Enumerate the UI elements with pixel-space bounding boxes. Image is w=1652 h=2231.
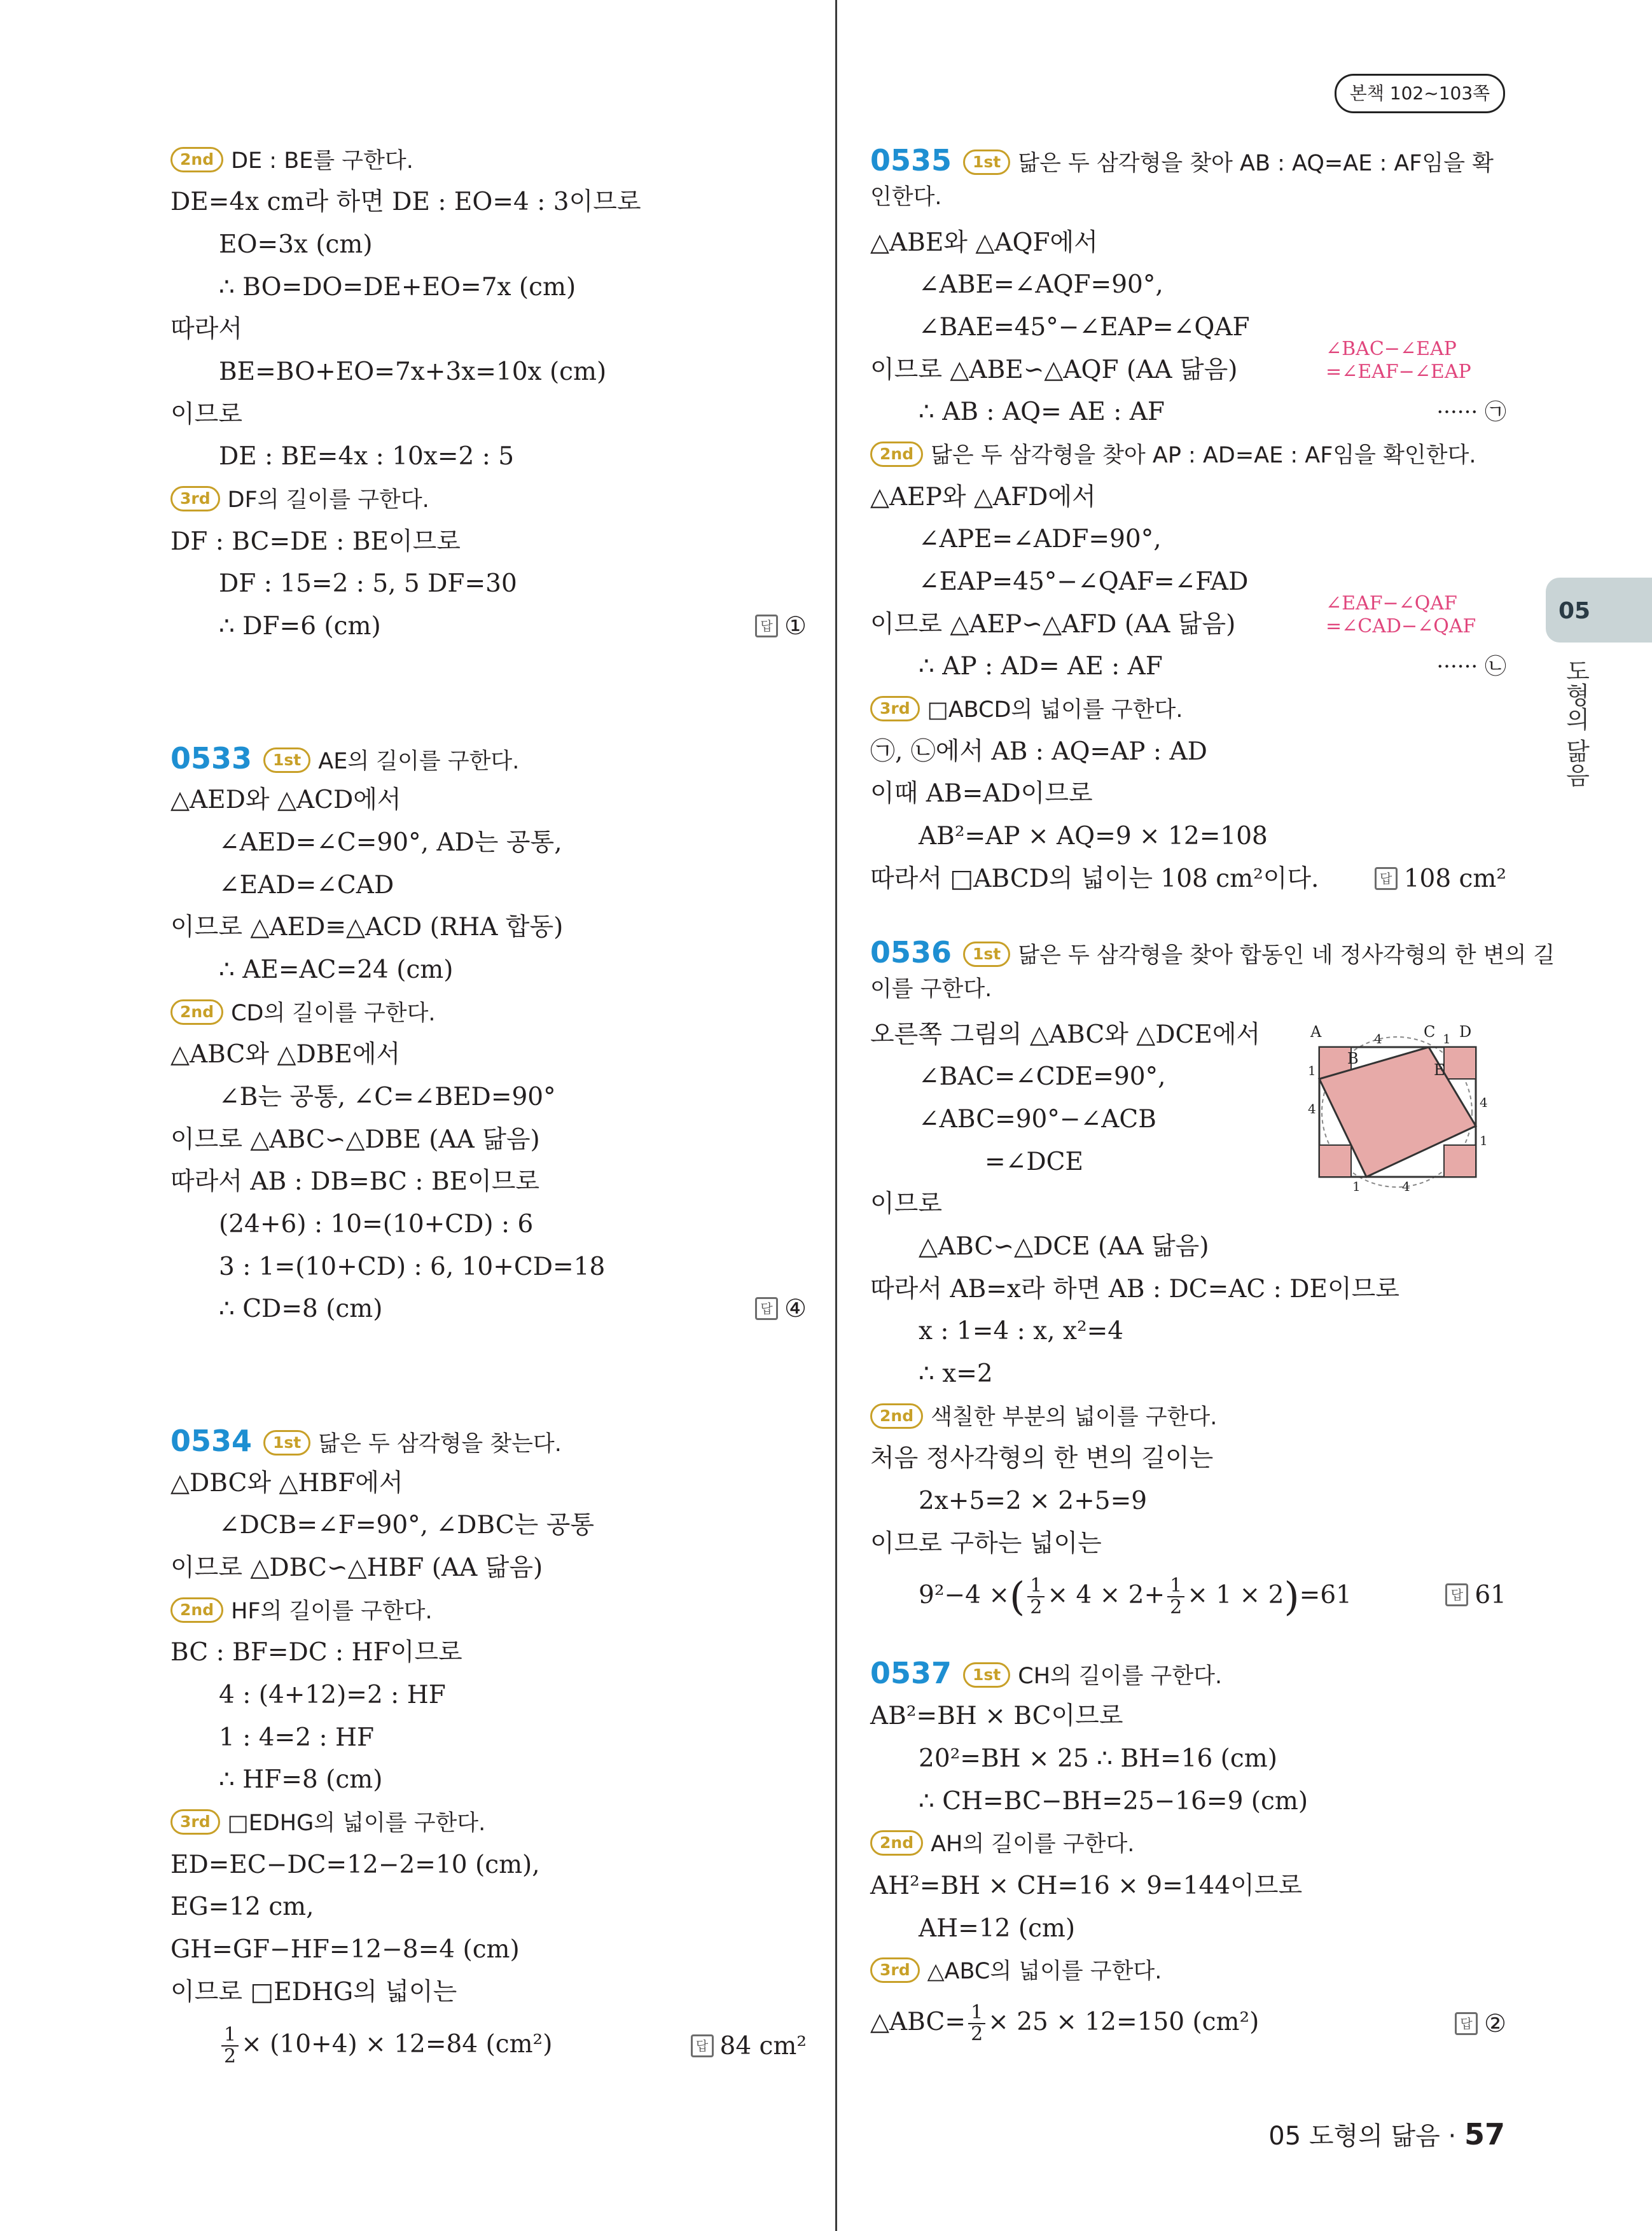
step-badge: 1st — [263, 1430, 310, 1456]
solution-line: ∠ABE=∠AQF=90°, — [919, 270, 1163, 299]
solution-line: AH=12 (cm) — [919, 1914, 1076, 1943]
step-line: 2nd AH의 길이를 구한다. — [870, 1828, 1134, 1859]
answer: 답 108 cm² — [1375, 864, 1506, 894]
solution-line: ㉠, ㉡에서 AB : AQ=AP : AD — [870, 737, 1207, 766]
solution-line: 9²−4 ×( $\frac{1}{2}$ × 4 × 2+ $\frac{1}{2}$ × 1 × 2)=61 — [919, 1573, 1352, 1620]
margin-note: ∠EAF−∠QAF =∠CAD−∠QAF — [1326, 592, 1476, 637]
solution-line: 따라서 □ABCD의 넓이는 108 cm²이다. — [870, 865, 1319, 893]
label-A: A — [1310, 1023, 1322, 1041]
fraction: $\frac{1}{2}$ — [1027, 1576, 1045, 1618]
svg-text:1: 1 — [1308, 1063, 1316, 1078]
solution-line: ∠APE=∠ADF=90°, — [919, 525, 1162, 553]
solution-line: 이를 구한다. — [870, 976, 992, 1002]
step-line: 2nd HF의 길이를 구한다. — [170, 1595, 433, 1627]
problem-number: 0537 — [870, 1656, 952, 1690]
solution-line: 이므로 △DBC∽△HBF (AA 닮음) — [170, 1553, 543, 1582]
solution-line: GH=GF−HF=12−8=4 (cm) — [170, 1935, 520, 1964]
solution-line: EG=12 cm, — [170, 1893, 314, 1921]
problem-header: 0537 1st CH의 길이를 구한다. — [870, 1656, 1223, 1690]
solution-line: 이므로 □EDHG의 넓이는 — [170, 1978, 457, 2006]
solution-line: △DBC와 △HBF에서 — [170, 1469, 403, 1498]
solution-line: AB²=AP × AQ=9 × 12=108 — [919, 822, 1268, 851]
svg-text:1: 1 — [1480, 1133, 1488, 1148]
answer-icon: 답 — [755, 1297, 778, 1320]
solution-line: 1 : 4=2 : HF — [219, 1723, 375, 1752]
svg-text:4: 4 — [1480, 1095, 1488, 1110]
solution-line: 이므로 — [170, 400, 243, 429]
solution-line: ∠B는 공통, ∠C=∠BED=90° — [219, 1083, 556, 1111]
solution-line: 따라서 AB : DB=BC : BE이므로 — [170, 1167, 540, 1196]
step-badge: 2nd — [870, 1830, 923, 1856]
solution-line: (24+6) : 10=(10+CD) : 6 — [219, 1210, 534, 1239]
solution-line: 이므로 △AEP∽△AFD (AA 닮음) — [870, 610, 1236, 639]
solution-line: ED=EC−DC=12−2=10 (cm), — [170, 1851, 540, 1879]
step-line: 2nd 색칠한 부분의 넓이를 구한다. — [870, 1401, 1217, 1433]
solution-line: AB²=BH × BC이므로 — [870, 1702, 1123, 1730]
solution-line: ∴ x=2 — [919, 1359, 993, 1388]
column-divider — [835, 0, 837, 2231]
step-badge: 2nd — [170, 147, 223, 172]
solution-line: ∠ABC=90°−∠ACB — [919, 1105, 1156, 1134]
margin-note: ∠BAC−∠EAP =∠EAF−∠EAP — [1326, 338, 1471, 383]
problem-header: 0534 1st 닮은 두 삼각형을 찾는다. — [170, 1424, 562, 1458]
problem-number: 0536 — [870, 935, 952, 970]
solution-line: 이때 AB=AD이므로 — [870, 779, 1093, 808]
answer: 답 ② — [1455, 2009, 1506, 2040]
answer: 답 ① — [755, 611, 807, 642]
solution-line: ∴ CH=BC−BH=25−16=9 (cm) — [919, 1787, 1308, 1816]
problem-header: 0533 1st AE의 길이를 구한다. — [170, 741, 520, 775]
step-badge: 1st — [963, 942, 1010, 967]
fraction: $\frac{1}{2}$ — [221, 2025, 239, 2067]
svg-text:4: 4 — [1374, 1031, 1382, 1046]
solution-line: ∴ HF=8 (cm) — [219, 1765, 383, 1794]
solution-line: ∴ AE=AC=24 (cm) — [219, 956, 454, 984]
step-badge: 3rd — [170, 1809, 220, 1835]
svg-text:4: 4 — [1402, 1179, 1410, 1194]
step-badge: 3rd — [870, 696, 920, 721]
step-badge: 1st — [963, 1662, 1010, 1688]
label-D: D — [1459, 1023, 1472, 1041]
step-badge: 2nd — [870, 441, 923, 467]
label-C: C — [1424, 1023, 1436, 1041]
solution-line: △ABE와 △AQF에서 — [870, 228, 1098, 257]
fraction: $\frac{1}{2}$ — [1167, 1576, 1184, 1618]
corner-square — [1444, 1145, 1476, 1177]
answer-icon: 답 — [691, 2034, 714, 2057]
equation-mark: ······ ㉡ — [1436, 654, 1506, 679]
page-footer: 05 도형의 닮음 · 57 — [1268, 2117, 1505, 2151]
answer-icon: 답 — [755, 615, 778, 637]
answer: 답 61 — [1445, 1580, 1506, 1611]
solution-line: 4 : (4+12)=2 : HF — [219, 1681, 446, 1709]
solution-line: DF : BC=DE : BE이므로 — [170, 527, 461, 556]
solution-line: BE=BO+EO=7x+3x=10x (cm) — [219, 358, 607, 386]
solution-line: DF : 15=2 : 5, 5 DF=30 — [219, 569, 517, 598]
solution-line: △ABC= $\frac{1}{2}$ × 25 × 12=150 (cm²) — [870, 2001, 1260, 2045]
step-line: 3rd DF의 길이를 구한다. — [170, 484, 429, 515]
solution-line: △AEP와 △AFD에서 — [870, 483, 1096, 511]
equation-mark: ······ ㉠ — [1436, 400, 1506, 425]
fraction: $\frac{1}{2}$ — [968, 2003, 985, 2045]
svg-text:1: 1 — [1352, 1179, 1361, 1194]
solution-line: 이므로 △ABE∽△AQF (AA 닮음) — [870, 356, 1238, 384]
square-figure — [1295, 1018, 1499, 1209]
svg-text:4: 4 — [1308, 1101, 1316, 1116]
step-badge: 2nd — [170, 1597, 223, 1623]
step-badge: 1st — [263, 747, 310, 773]
label-E: E — [1434, 1061, 1445, 1079]
solution-line: 이므로 △AED≡△ACD (RHA 합동) — [170, 913, 564, 942]
solution-line: $\frac{1}{2}$ × (10+4) × 12=84 (cm²) — [219, 2025, 552, 2067]
chapter-tab-number: 05 — [1558, 598, 1591, 624]
solution-line: ∴ BO=DO=DE+EO=7x (cm) — [219, 273, 576, 302]
page-reference-badge: 본책 102~103쪽 — [1335, 74, 1505, 113]
chapter-tab[interactable] — [1546, 578, 1652, 643]
step-line: 3rd □ABCD의 넓이를 구한다. — [870, 694, 1183, 725]
step-badge: 1st — [963, 149, 1010, 175]
answer-icon: 답 — [1455, 2012, 1478, 2035]
step-badge: 2nd — [170, 999, 223, 1025]
solution-line: ∴ AP : AD= AE : AF — [919, 652, 1163, 681]
step-line: 2nd CD의 길이를 구한다. — [170, 997, 436, 1029]
step-line: 2nd 닮은 두 삼각형을 찾아 AP : AD=AE : AF임을 확인한다. — [870, 440, 1476, 471]
step-line: 2nd DE : BE를 구한다. — [170, 145, 413, 176]
solution-line: △AED와 △ACD에서 — [170, 786, 401, 814]
solution-line: 이므로 구하는 넓이는 — [870, 1529, 1102, 1558]
answer-icon: 답 — [1375, 867, 1398, 890]
solution-line: 이므로 — [870, 1190, 943, 1218]
solution-line: ∴ AB : AQ= AE : AF — [919, 398, 1165, 426]
solution-line: BC : BF=DC : HF이므로 — [170, 1638, 462, 1667]
solution-line: 따라서 — [170, 315, 243, 344]
solution-line: 이므로 △ABC∽△DBE (AA 닮음) — [170, 1125, 540, 1154]
solution-line: ∠EAD=∠CAD — [219, 871, 394, 900]
solution-line: ∠EAP=45°−∠QAF=∠FAD — [919, 567, 1249, 596]
solution-line: 따라서 AB=x라 하면 AB : DC=AC : DE이므로 — [870, 1275, 1399, 1303]
corner-square — [1319, 1145, 1351, 1177]
step-line: 3rd △ABC의 넓이를 구한다. — [870, 1956, 1162, 1987]
solution-line: 20²=BH × 25 ∴ BH=16 (cm) — [919, 1744, 1277, 1773]
svg-text:1: 1 — [1443, 1031, 1451, 1046]
solution-line: ∠DCB=∠F=90°, ∠DBC는 공통 — [219, 1511, 595, 1539]
chapter-tab-title: 도형의 닮음 — [1562, 658, 1590, 788]
solution-line: △ABC∽△DCE (AA 닮음) — [919, 1232, 1209, 1261]
step-badge: 2nd — [870, 1403, 923, 1429]
solution-line: ∠BAE=45°−∠EAP=∠QAF — [919, 313, 1250, 342]
solution-line: △ABC와 △DBE에서 — [170, 1040, 401, 1069]
solution-line: AH²=BH × CH=16 × 9=144이므로 — [870, 1872, 1303, 1900]
solution-line: ∴ DF=6 (cm) — [219, 612, 381, 641]
page-number: 57 — [1464, 2117, 1505, 2151]
answer-icon: 답 — [1445, 1583, 1468, 1606]
solution-line: DE : BE=4x : 10x=2 : 5 — [219, 442, 515, 471]
solution-line: DE=4x cm라 하면 DE : EO=4 : 3이므로 — [170, 188, 641, 216]
step-badge: 3rd — [170, 486, 220, 511]
solution-line: ∴ CD=8 (cm) — [219, 1295, 383, 1323]
problem-header: 0535 1st 닮은 두 삼각형을 찾아 AB : AQ=AE : AF임을 확 — [870, 143, 1494, 177]
problem-header: 0536 1st 닮은 두 삼각형을 찾아 합동인 네 정사각형의 한 변의 길 — [870, 935, 1555, 970]
solution-line: ∠BAC=∠CDE=90°, — [919, 1062, 1166, 1091]
problem-number: 0534 — [170, 1424, 253, 1458]
step-badge: 3rd — [870, 1957, 920, 1983]
corner-square — [1444, 1047, 1476, 1079]
solution-line: x : 1=4 : x, x²=4 — [919, 1317, 1124, 1345]
solution-line: 2x+5=2 × 2+5=9 — [919, 1487, 1148, 1515]
solution-line: =∠DCE — [985, 1148, 1083, 1176]
solution-line: EO=3x (cm) — [219, 230, 373, 259]
problem-number: 0535 — [870, 143, 952, 177]
solution-line: 3 : 1=(10+CD) : 6, 10+CD=18 — [219, 1253, 606, 1281]
solution-line: 처음 정사각형의 한 변의 길이는 — [870, 1444, 1214, 1473]
step-line: 3rd □EDHG의 넓이를 구한다. — [170, 1807, 485, 1838]
solution-line: 인한다. — [870, 184, 942, 210]
answer: 답 84 cm² — [691, 2031, 807, 2062]
solution-line: 오른쪽 그림의 △ABC와 △DCE에서 — [870, 1020, 1261, 1049]
problem-number: 0533 — [170, 741, 253, 775]
solution-line: ∠AED=∠C=90°, AD는 공통, — [219, 828, 562, 857]
label-B: B — [1347, 1050, 1359, 1067]
answer: 답 ④ — [755, 1294, 807, 1324]
